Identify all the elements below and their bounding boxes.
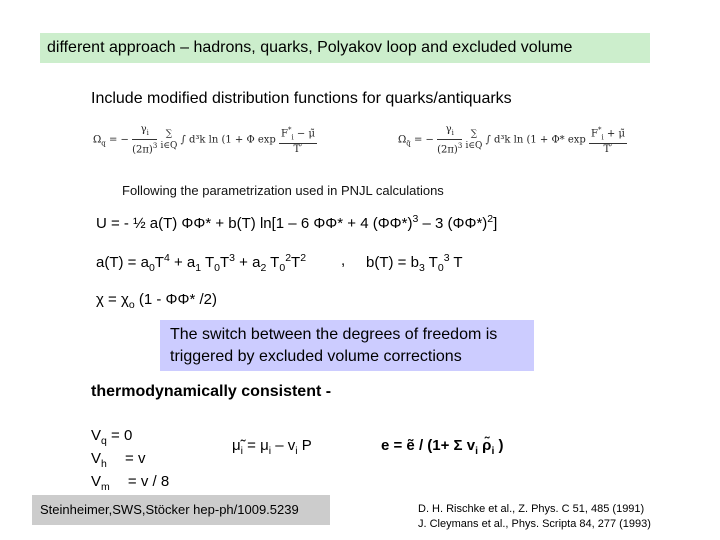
a-of-t-equation: $a(T) = a_0T^4 + a_1$ $T_0T^3 + a_2$ $T_0^2T^2$ [96, 252, 307, 274]
chemical-potential-equation: $\mũ_i = \mu_i - v_i$ P [232, 437, 312, 457]
reference-rischke: D. H. Rischke et al., Z. Phys. C 51, 485 (1991) [418, 503, 645, 515]
omega-q-exp-fraction: $\frac{F^*_i - \mũ}{T'}$ [281, 126, 315, 156]
b-of-t-equation: $b(T) = b_3$ $T_0^3$ T [366, 252, 463, 274]
omega-qbar-formula: $\Omega_{q̄}$ = − $\frac{\gamma_i}{(2\pi)^3}$ ∑ i∈Q ∫ d³k ln (1 + Φ* exp $\frac{F^*_i + \mũ}{T'}$ [398, 124, 625, 156]
reference-box-text: Steinheimer,SWS,Stöcker hep-ph/1009.5239 [40, 502, 299, 517]
omega-q-formula: $\Omega_q$ = − $\frac{\gamma_i}{(2\pi)^3}$ ∑ i∈Q ∫ d³k ln (1 + Φ exp $\frac{F^*_i - \mũ}{T'}$ [93, 124, 315, 156]
omega-qbar-exp-fraction: $\frac{F^*_i + \mũ}{T'}$ [591, 126, 625, 156]
volume-hadron: $V_h = v$ [91, 450, 146, 470]
slide-title [40, 33, 650, 63]
reference-cleymans: J. Cleymans et al., Phys. Scripta 84, 277 (1993) [418, 518, 651, 530]
switch-highlight-text: The switch between the degrees of freedom is triggered by excluded volume corrections [170, 326, 498, 365]
volume-meson: $V_m = v / 8$ [91, 473, 170, 493]
omega-qbar-sum: ∑ i∈Q [465, 129, 483, 152]
excluded-volumes-list [91, 427, 169, 496]
energy-density-equation: e = ẽ / (1+ Σ $v_i$ $\rhõ_i$ ) [381, 437, 504, 457]
chi-equation: $\chi = \chi_o$ (1 - ΦΦ* /2) [96, 291, 217, 311]
switch-highlight-box [160, 320, 534, 371]
parametrization-note: Following the parametrization used in PNJL calculations [122, 183, 444, 198]
polyakov-potential-equation: U = - ½ a(T) ΦΦ* + b(T) ln[1 – 6 ΦΦ* + 4 $(\Phi\Phi*)^3 - 3$ $(\Phi\Phi*)^2$] [96, 213, 498, 232]
omega-qbar-prefactor-fraction: $\frac{\gamma_i}{(2\pi)^3}$ [437, 124, 463, 156]
volume-quark: $V_q = 0$ [91, 427, 133, 447]
equation-separator-comma: , [341, 252, 346, 269]
references-list [418, 502, 651, 532]
omega-q-prefactor-fraction: $\frac{\gamma_i}{(2\pi)^3}$ [132, 124, 158, 156]
slide-title-text: different approach – hadrons, quarks, Polyakov loop and excluded volume [47, 39, 573, 56]
subheading: Include modified distribution functions for quarks/antiquarks [91, 90, 512, 107]
omega-q-sum: ∑ i∈Q [160, 129, 178, 152]
thermo-consistent-label: thermodynamically consistent - [91, 383, 332, 400]
reference-box [32, 495, 330, 525]
